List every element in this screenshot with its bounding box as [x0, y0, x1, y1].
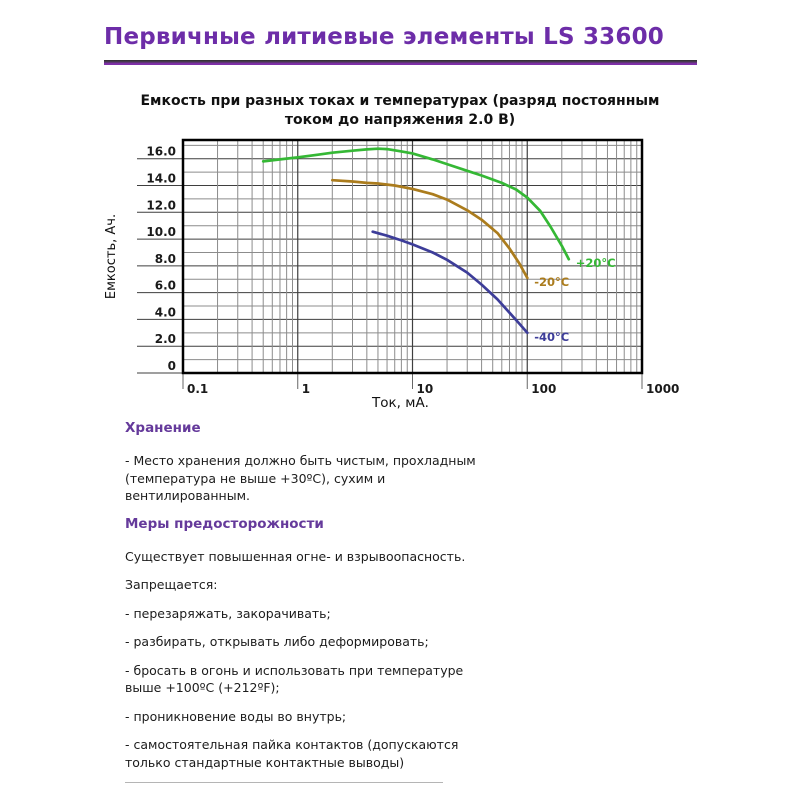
page-title: Первичные литиевые элементы LS 33600: [104, 24, 664, 50]
section-precautions: [125, 516, 487, 772]
precaution-paragraph: - перезаряжать, закорачивать;: [125, 605, 331, 621]
storage-paragraph: - Место хранения должно быть чистым, прохладным (температура не выше +30ºС), сухим и вентилированным.: [125, 453, 476, 503]
bottom-divider: [125, 782, 443, 783]
curve-label-+20°C: +20°C: [575, 256, 616, 271]
section-storage: [125, 420, 487, 505]
x-tick-label: 10: [416, 382, 434, 396]
chart-title: [100, 92, 700, 130]
y-tick-label: 8.0: [154, 251, 176, 266]
precaution-paragraph: Запрещается:: [125, 577, 218, 592]
text-sections: [125, 420, 487, 783]
curve-label--20°C: -20°C: [534, 274, 570, 289]
x-tick-label: 100: [531, 382, 557, 396]
y-tick-label: 16.0: [146, 144, 176, 159]
y-tick-label: 10.0: [146, 225, 176, 240]
y-tick-label: 14.0: [146, 171, 176, 186]
precaution-paragraph: - самостоятельная пайка контактов (допускаются только стандартные контактные выводы): [125, 737, 459, 770]
section-heading-precautions: Меры предосторожности: [125, 515, 324, 532]
section-heading-storage: Хранение: [125, 420, 201, 436]
x-tick-label: 1: [301, 382, 311, 396]
title-divider: [104, 60, 697, 65]
capacity-chart-svg: [95, 135, 705, 425]
y-tick-label: 2.0: [154, 332, 176, 347]
y-tick-label: 4.0: [154, 305, 176, 320]
y-tick-label: 0: [167, 359, 176, 373]
curve-+20°C: [263, 149, 569, 260]
x-tick-label: 1000: [646, 382, 680, 396]
y-tick-label: 6.0: [154, 278, 176, 293]
y-axis-title: Емкость, Ач.: [104, 213, 119, 300]
curve--40°C: [373, 232, 528, 333]
x-tick-label: 0.1: [187, 382, 209, 396]
chart-title-line2: током до напряжения 2.0 В): [284, 112, 516, 128]
y-tick-label: 12.0: [146, 198, 176, 213]
curve-label--40°C: -40°C: [534, 329, 570, 344]
precaution-paragraph: Существует повышенная огне- и взрывоопасность.: [125, 548, 466, 564]
x-axis-title: Ток, мА.: [372, 395, 429, 411]
precaution-paragraph: - разбирать, открывать либо деформировать;: [125, 634, 429, 649]
precaution-paragraph: - проникновение воды во внутрь;: [125, 708, 347, 724]
precaution-paragraph: - бросать в огонь и использовать при температуре выше +100ºС (+212ºF);: [125, 662, 464, 695]
curve--20°C: [332, 180, 527, 278]
chart-title-line1: Емкость при разных токах и температурах (разряд постоянным: [140, 93, 660, 109]
